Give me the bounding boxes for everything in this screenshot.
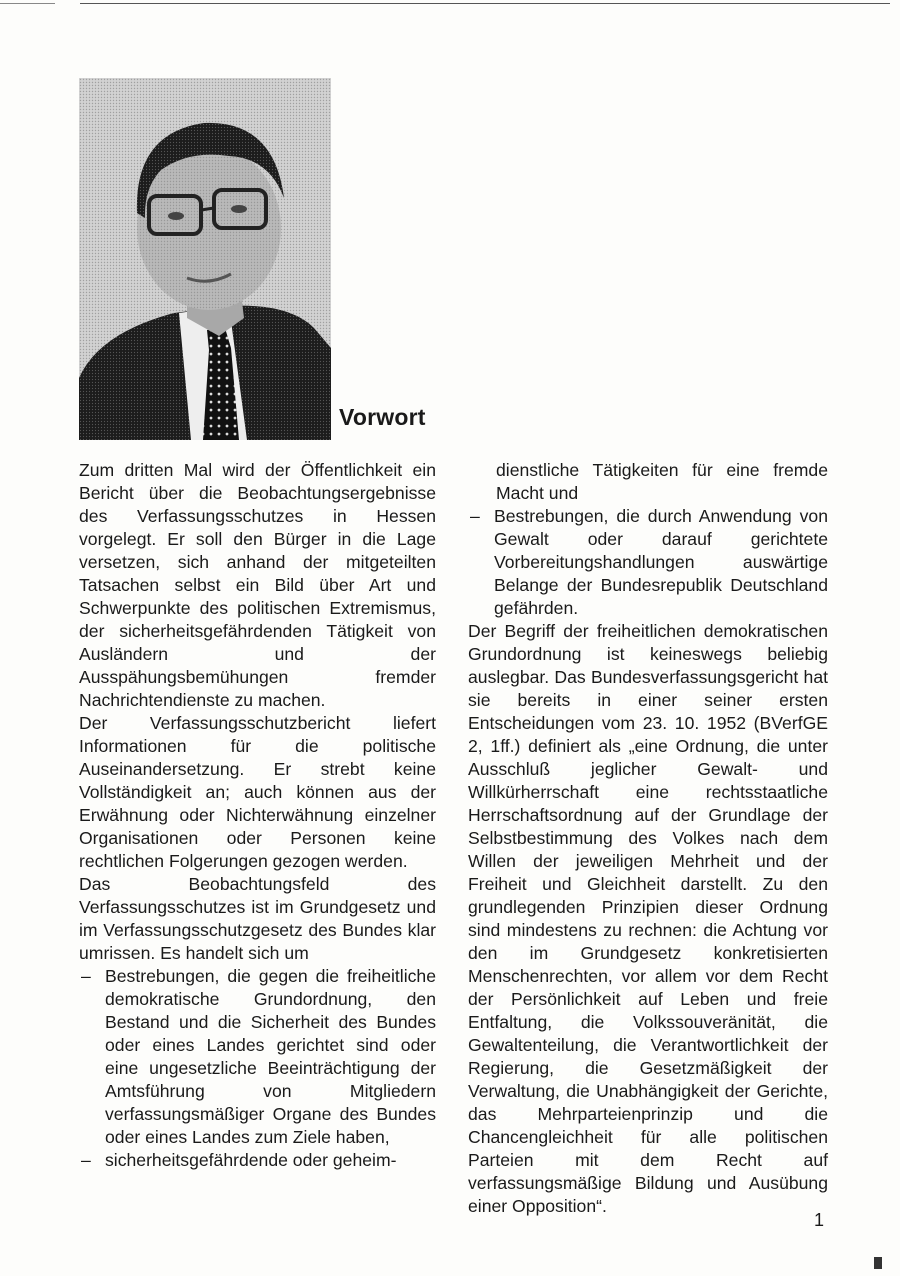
list-item (79, 1149, 436, 1172)
portrait-photo (79, 78, 331, 440)
list-item-text: Bestrebungen, die durch Anwendung von Gewalt oder darauf gerichtete Vorbereitungshandlungen auswärtige Belange der Bundesrepublik Deutschland gefährden. (494, 506, 828, 618)
dash-marker: – (470, 506, 480, 526)
dash-marker: – (81, 966, 91, 986)
list-item-text: Bestrebungen, die gegen die freiheitliche demokratische Grundordnung, den Bestand und die Sicherheit des Bundes oder eines Landes gerichtet sind oder eine ungesetzliche Beeinträchtigung der Amtsführung von Mitgliedern verfassungsmäßiger Organe des Bundes oder eines Landes zum Ziele haben, (105, 966, 436, 1147)
report-scope-paragraph: Der Verfassungsschutzbericht liefert Informationen für die politische Auseinandersetzung. Er strebt keine Vollständigkeit an; auch können aus der Erwähnung oder Nichterwähnung einzelner Organisationen oder Personen keine rechtlichen Folgerungen gezogen werden. (79, 713, 436, 871)
top-rule (80, 3, 890, 4)
definition-paragraph: Der Begriff der freiheitlichen demokratischen Grundordnung ist keineswegs beliebig auslegbar. Das Bundesverfassungsgericht hat sie bereits in einer seiner ersten Entscheidungen vom 23. 10. 1952 (BVerfGE 2, 1ff.) definiert als „eine Ordnung, die unter Ausschluß jeglicher Gewalt- und Willkürherrschaft eine rechtsstaatliche Herrschaftsordnung auf der Grundlage der Selbstbestimmung des Volkes nach dem Willen der jeweiligen Mehrheit und der Freiheit und Gleichheit darstellt. Zu den grundlegenden Prinzipien dieser Ordnung sind mindestens zu rechnen: die Achtung vor den im Grundgesetz konkretisierten Menschenrechten, vor allem vor dem Recht der Persönlichkeit auf Leben und freie Entfaltung, die Volkssouveränität, die Gewaltenteilung, die Verantwortlichkeit der Regierung, die Gesetzmäßigkeit der Verwaltung, die Unabhängigkeit der Gerichte, das Mehrparteienprinzip und die Chancengleichheit für alle politischen Parteien mit dem Recht auf verfassungsmäßige Bildung und Ausübung einer Opposition“. (468, 621, 828, 1216)
list-item (79, 965, 436, 1149)
list-item-continuation: dienstliche Tätigkeiten für eine fremde Macht und (496, 460, 828, 503)
top-rule-left (0, 3, 55, 4)
page-title: Vorwort (339, 404, 426, 430)
list-item-text: sicherheitsgefährdende oder geheim- (105, 1150, 397, 1170)
intro-paragraph: Zum dritten Mal wird der Öffentlichkeit ein Bericht über die Beobachtungsergebnisse des Verfassungsschutzes in Hessen vorgelegt. Er soll den Bürger in die Lage versetzen, sich anhand der mitgeteilten Tatsachen selbst ein Bild über Art und Schwerpunkte des politischen Extremismus, der sicherheitsgefährdenden Tätigkeit von Ausländern und der Ausspähungsbemühungen fremder Nachrichtendienste zu machen. (79, 460, 436, 710)
dash-marker: – (81, 1150, 91, 1170)
observation-field-paragraph: Das Beobachtungsfeld des Verfassungsschutzes ist im Grundgesetz und im Verfassungsschutzgesetz des Bundes klar umrissen. Es handelt sich um (79, 874, 436, 963)
right-column (468, 459, 828, 1218)
scan-mark (874, 1257, 882, 1269)
page-number: 1 (814, 1210, 825, 1230)
left-column (79, 459, 436, 1172)
list-item (468, 505, 828, 620)
